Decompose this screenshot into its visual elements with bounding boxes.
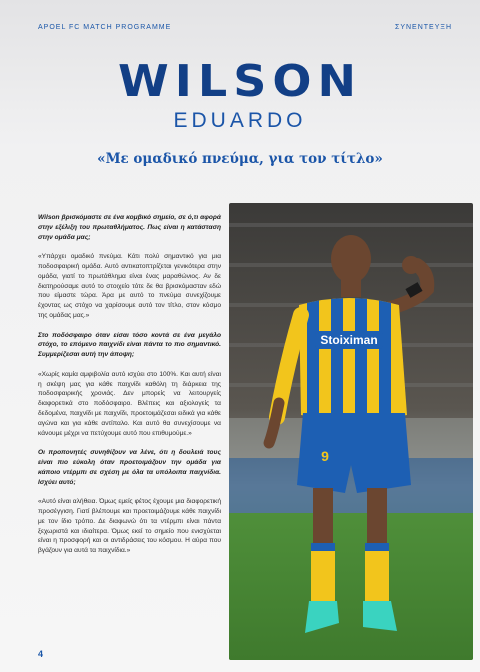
section-label: ΣΥΝΕΝΤΕΥΞΗ bbox=[395, 24, 452, 31]
player-photo bbox=[229, 203, 473, 660]
interview-answer: «Χωρίς καμία αμφιβολία αυτό ισχύει στο 100%. Και αυτή είναι η σκέψη μας για κάθε παιχνίδι καθόλη τη διάρκεια της ποδοσφαιρικής χρονιάς. Δεν μπορείς να λειτουργείς διαφορετικά στο ποδόσφαιρο. Βλέπεις και αξιολογείς τα δεδομένα, παιχνίδι με παιχνίδι, προετοιμάζεσαι ειδικά για κάθε αγώνα και για κάθε αντίπαλο. Και αυτό θα συνεχίσουμε να κάνουμε μέχρι να πετύχουμε αυτό που επιθυμούμε.» bbox=[38, 370, 221, 437]
interview-question: Wilson βρισκόμαστε σε ένα κομβικό σημείο, σε ό,τι αφορά στην εξέλιξη του πρωταθλήματος. Πως είναι η κατάσταση στην ομάδα μας; bbox=[38, 214, 221, 241]
interview-question: Στο ποδόσφαιρο όταν είσαι τόσο κοντά σε ένα μεγάλο στόχο, το επόμενο παιχνίδι είναι πάντα το πιο σημαντικό. Συμμερίζεσαι αυτή την άποψη; bbox=[38, 331, 221, 359]
article-headline: «Με ομαδικό πνεύμα, για τον τίτλο» bbox=[97, 151, 383, 167]
page-header bbox=[38, 24, 452, 36]
interview-question: Οι προπονητές συνηθίζουν να λένε, ότι η δουλειά τους είναι πιο εύκολη όταν προετοιμάζουν την ομάδα για κάποιο ντέρμπι σε σχέση με όλα τα υπόλοιπα παιχνίδια. Ισχύει αυτό; bbox=[38, 449, 221, 486]
interview-answer: «Αυτό είναι αλήθεια. Όμως εμείς φέτος έχουμε μια διαφορετική προσέγγιση. Γιατί βλέπουμε και προετοιμάζουμε κάθε παιχνίδι με τον ίδιο τρόπο. Δε διαφωνώ ότι τα ντέρμπι είναι πάντα ξεχωριστά και ιδιαίτερα. Όμως εκεί το σημείο που ενισχύεται είναι η προσφορή και οι αντιδράσεις του κόσμου. Η αύρα που βγάζουν για αυτά τα παιχνίδια.» bbox=[38, 498, 221, 555]
player-surname: WILSON bbox=[118, 55, 362, 107]
sponsor-logo: Stoiximan bbox=[320, 333, 378, 347]
shirt-number: 9 bbox=[321, 448, 329, 464]
interview-text bbox=[38, 213, 221, 566]
page-number: 4 bbox=[38, 649, 44, 659]
player-first-name: EDUARDO bbox=[173, 109, 307, 132]
interview-answer: «Υπάρχει ομαδικό πνεύμα. Κάτι πολύ σημαντικό για μια ποδοσφαιρική ομάδα. Αυτό αντικατοπτρίζεται γενικότερα στην ομάδα, γιατί το πρωτάθλημα είναι ένας μαραθώνιος. Αν δε διατηρούσαμε αυτό το στοιχείο τότε δε θα βρισκόμασταν εδώ που είμαστε τώρα. Άρα με αυτό το πνεύμα συνεχίζουμε έχοντας ως στόχο να χαρίσουμε αυτό τον τίτλο, στον κόσμο της ομάδας μας.» bbox=[38, 253, 221, 319]
programme-label: APOEL FC MATCH PROGRAMME bbox=[38, 24, 172, 31]
